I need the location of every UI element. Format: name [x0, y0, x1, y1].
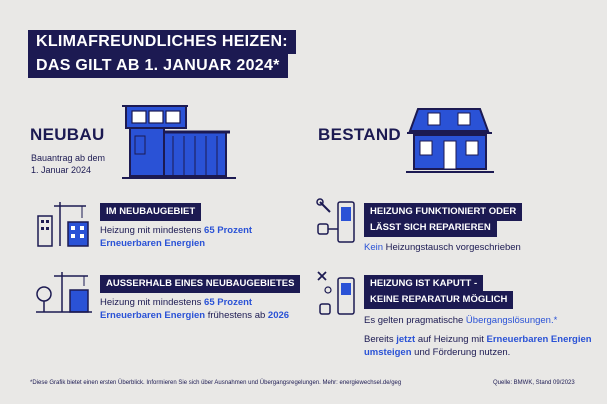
gabled-house-icon — [404, 97, 496, 179]
tag-heizung-kaputt-2: KEINE REPARATUR MÖGLICH — [364, 291, 513, 309]
wrench-boiler-icon — [316, 198, 360, 246]
tag-ausserhalb-neubaugebiet: AUSSERHALB EINES NEUBAUGEBIETES — [100, 275, 300, 293]
modern-house-icon — [118, 102, 243, 182]
title-line-2: DAS GILT AB 1. JANUAR 2024* — [28, 54, 288, 78]
neubau-subline-2: 1. Januar 2024 — [31, 165, 92, 175]
tag-heizung-kaputt-1: HEIZUNG IST KAPUTT - — [364, 275, 483, 293]
broken-boiler-icon — [316, 268, 360, 318]
highlight-kein: Kein — [364, 242, 384, 253]
highlight-65-prozent: 65 Prozent — [204, 225, 253, 236]
bestand-box2-line1 — [364, 314, 557, 327]
highlight-erneuerbare-energien: Erneuerbaren Energien — [100, 310, 206, 321]
highlight-uebergangsloesungen: Übergangslösungen.* — [465, 315, 558, 326]
tag-im-neubaugebiet: IM NEUBAUGEBIET — [100, 203, 201, 221]
crane-tree-icon — [34, 268, 94, 316]
tag-heizung-funktioniert-2: LÄSST SICH REPARIEREN — [364, 219, 497, 237]
highlight-erneuerbare-energien: Erneuerbaren Energien — [100, 238, 206, 249]
neubau-heading: NEUBAU — [30, 125, 105, 144]
highlight-umsteigen: umsteigen — [364, 347, 412, 358]
highlight-jetzt: jetzt — [396, 334, 416, 345]
text-fragment: Heizung mit mindestens — [100, 225, 205, 236]
tag-heizung-funktioniert-1: HEIZUNG FUNKTIONIERT ODER — [364, 203, 522, 221]
text-fragment: Bereits — [364, 334, 397, 345]
crane-buildings-icon — [36, 198, 94, 248]
text-fragment: und Förderung nutzen. — [411, 347, 511, 358]
highlight-65-prozent: 65 Prozent — [204, 297, 253, 308]
neubau-box1-text — [100, 224, 252, 250]
highlight-2026: 2026 — [267, 310, 290, 321]
text-fragment: frühestens ab — [205, 310, 268, 321]
title-line-1: KLIMAFREUNDLICHES HEIZEN: — [28, 30, 296, 54]
footer-note: *Diese Grafik bietet einen ersten Überblick. Informieren Sie sich über Ausnahmen und Übergangsregelungen. Mehr: energiewechsel.de/geg — [30, 380, 402, 386]
text-fragment: Heizung mit mindestens — [100, 297, 205, 308]
bestand-box1-text — [364, 241, 521, 254]
text-fragment: auf Heizung mit — [415, 334, 487, 345]
highlight-erneuerbare-energien: Erneuerbaren Energien — [486, 334, 592, 345]
neubau-subline-1: Bauantrag ab dem — [31, 153, 106, 163]
text-fragment: Es gelten pragmatische — [364, 315, 466, 326]
text-fragment: Heizungstausch vorgeschrieben — [383, 242, 521, 253]
footer-source: Quelle: BMWK, Stand 09/2023 — [493, 380, 575, 386]
bestand-box2-line2 — [364, 333, 592, 359]
bestand-heading: BESTAND — [318, 125, 402, 144]
neubau-box2-text — [100, 296, 289, 322]
